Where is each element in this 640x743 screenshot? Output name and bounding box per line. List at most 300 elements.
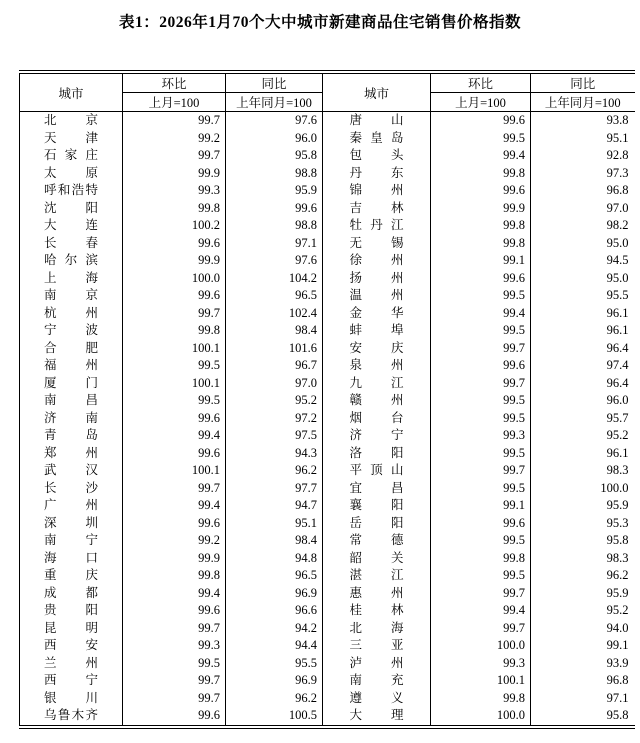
mom-cell-left: 99.4: [123, 497, 226, 515]
mom-cell-right: 99.5: [431, 322, 531, 340]
city-name: 成 都: [44, 585, 98, 600]
city-name: 贵 阳: [44, 603, 98, 617]
city-name: 岳 阳: [349, 515, 404, 530]
city-cell-right: [323, 497, 431, 515]
mom-cell-left: 100.0: [123, 270, 226, 288]
yoy-cell-right: 93.9: [606, 655, 629, 670]
city-cell-left: [20, 112, 123, 130]
mom-cell-right: 99.4: [431, 602, 531, 620]
city-name: 金 华: [349, 305, 404, 320]
city-cell-left: [20, 637, 123, 655]
yoy-cell-right: 95.9: [606, 498, 629, 512]
mom-cell-right: 99.5: [431, 480, 531, 498]
city-cell-right: [323, 690, 431, 708]
table-row: [20, 585, 635, 603]
yoy-cell-left: 97.2: [226, 410, 323, 428]
city-cell-right: [323, 235, 431, 253]
yoy-cell-right: 96.1: [606, 323, 629, 337]
city-name: 兰 州: [44, 655, 98, 670]
yoy-cell-right: 97.1: [606, 690, 629, 705]
city-cell-left: [20, 182, 123, 200]
city-cell-left: [20, 147, 123, 165]
mom-cell-left: 99.7: [123, 672, 226, 690]
table-row: [20, 620, 635, 638]
mom-cell-left: 99.9: [123, 165, 226, 183]
city-cell-right: [323, 147, 431, 165]
city-cell-right: [323, 200, 431, 218]
city-name: 西 宁: [44, 673, 98, 687]
mom-cell-right: 100.0: [431, 707, 531, 727]
yoy-cell-left: 101.6: [226, 340, 323, 358]
city-cell-left: [20, 602, 123, 620]
yoy-cell-right: 98.3: [606, 550, 629, 565]
mom-cell-right: 99.1: [431, 497, 531, 515]
mom-cell-right: 100.0: [431, 637, 531, 655]
yoy-cell-right: 98.2: [606, 218, 629, 232]
yoy-cell-left: 104.2: [226, 270, 323, 288]
mom-cell-right: 99.4: [431, 305, 531, 323]
city-cell-right: [323, 427, 431, 445]
yoy-cell-left: 95.1: [226, 515, 323, 533]
yoy-cell-right: 95.7: [606, 410, 629, 425]
table-row: [20, 427, 635, 445]
mom-cell-right: 99.5: [431, 567, 531, 585]
yoy-cell-right: 98.3: [606, 463, 629, 477]
table-row: [20, 165, 635, 183]
header-mom-base-right: 上月=100: [431, 93, 531, 112]
city-cell-left: [20, 550, 123, 568]
city-name: 韶 关: [349, 550, 404, 565]
yoy-cell-left: 94.4: [226, 637, 323, 655]
yoy-cell-left: 96.2: [226, 462, 323, 480]
city-name: 南 京: [44, 288, 98, 302]
mom-cell-right: 99.6: [431, 270, 531, 288]
yoy-cell-left: 94.8: [226, 550, 323, 568]
yoy-cell-right: 99.1: [606, 638, 629, 652]
city-cell-right: [323, 217, 431, 235]
city-cell-left: [20, 707, 123, 727]
mom-cell-left: 100.1: [123, 340, 226, 358]
yoy-cell-right: 95.1: [606, 130, 629, 145]
table-row: [20, 567, 635, 585]
mom-cell-left: 99.4: [123, 427, 226, 445]
city-name: 武 汉: [44, 463, 98, 477]
yoy-cell-right: 95.0: [606, 270, 629, 285]
city-cell-right: [323, 672, 431, 690]
city-name: 济 宁: [349, 428, 404, 442]
city-name: 大 连: [44, 218, 98, 232]
yoy-cell-right: 97.0: [606, 200, 629, 215]
city-cell-right: [323, 620, 431, 638]
city-cell-left: [20, 620, 123, 638]
city-cell-left: [20, 497, 123, 515]
mom-cell-right: 99.6: [431, 357, 531, 375]
city-name: 银 川: [44, 690, 98, 705]
city-name: 宜 昌: [349, 480, 404, 495]
city-cell-right: [323, 270, 431, 288]
header-mom-base-left: 上月=100: [123, 93, 226, 112]
yoy-cell-right: 96.8: [606, 673, 629, 687]
table-row: [20, 252, 635, 270]
yoy-cell-left: 95.5: [226, 655, 323, 673]
mom-cell-right: 99.4: [431, 147, 531, 165]
yoy-cell-right: 94.0: [606, 620, 629, 635]
city-cell-left: [20, 585, 123, 603]
header-mom-left: 环比: [123, 72, 226, 93]
city-name: 无 锡: [349, 235, 404, 250]
city-name: 桂 林: [349, 603, 404, 617]
table-row: [20, 235, 635, 253]
mom-cell-left: 99.4: [123, 585, 226, 603]
city-name: 南 充: [349, 673, 404, 687]
city-cell-left: [20, 357, 123, 375]
mom-cell-right: 99.1: [431, 252, 531, 270]
city-name: 徐 州: [349, 253, 404, 267]
city-name: 厦 门: [44, 375, 98, 390]
city-cell-right: [323, 637, 431, 655]
yoy-cell-left: 98.8: [226, 165, 323, 183]
table-row: [20, 655, 635, 673]
mom-cell-left: 99.7: [123, 480, 226, 498]
city-cell-right: [323, 165, 431, 183]
city-cell-left: [20, 322, 123, 340]
mom-cell-left: 99.7: [123, 305, 226, 323]
city-cell-right: [323, 182, 431, 200]
city-name: 深 圳: [44, 515, 98, 530]
city-cell-right: [323, 602, 431, 620]
city-cell-left: [20, 252, 123, 270]
city-cell-right: [323, 462, 431, 480]
yoy-cell-left: 94.7: [226, 497, 323, 515]
city-name: 合 肥: [44, 340, 98, 355]
city-cell-left: [20, 655, 123, 673]
city-name: 泸 州: [349, 655, 404, 670]
header-yoy-base-left: 上年同月=100: [226, 93, 323, 112]
mom-cell-left: 99.8: [123, 200, 226, 218]
city-cell-left: [20, 270, 123, 288]
mom-cell-right: 99.6: [431, 112, 531, 130]
yoy-cell-left: 97.7: [226, 480, 323, 498]
city-cell-left: [20, 427, 123, 445]
city-name: 湛 江: [349, 568, 404, 582]
mom-cell-right: 99.8: [431, 165, 531, 183]
city-cell-right: [323, 340, 431, 358]
mom-cell-left: 99.5: [123, 357, 226, 375]
yoy-cell-right: 95.3: [606, 515, 629, 530]
city-cell-right: [323, 532, 431, 550]
city-cell-left: [20, 445, 123, 463]
yoy-cell-right: 96.0: [606, 393, 629, 407]
mom-cell-left: 99.6: [123, 235, 226, 253]
city-name: 吉 林: [349, 200, 404, 215]
mom-cell-right: 99.5: [431, 287, 531, 305]
city-cell-left: [20, 165, 123, 183]
city-name: 大 理: [349, 708, 404, 722]
yoy-cell-right: 95.2: [606, 603, 629, 617]
yoy-cell-right: 96.4: [606, 375, 629, 390]
table-body: [20, 112, 635, 727]
city-name: 惠 州: [349, 585, 404, 600]
header-yoy-left: 同比: [226, 72, 323, 93]
city-cell-right: [323, 445, 431, 463]
table-row: [20, 112, 635, 130]
mom-cell-left: 99.8: [123, 567, 226, 585]
table-row: [20, 637, 635, 655]
table-row: [20, 445, 635, 463]
city-cell-right: [323, 130, 431, 148]
city-name: 昆 明: [44, 620, 98, 635]
mom-cell-left: 99.8: [123, 322, 226, 340]
yoy-cell-left: 97.6: [226, 112, 323, 130]
mom-cell-left: 100.1: [123, 462, 226, 480]
city-name: 烟 台: [349, 410, 404, 425]
mom-cell-left: 99.6: [123, 602, 226, 620]
city-name: 襄 阳: [349, 498, 404, 512]
mom-cell-right: 99.7: [431, 375, 531, 393]
header-row-1: [20, 72, 635, 93]
table-row: [20, 322, 635, 340]
yoy-cell-right: 95.8: [606, 708, 629, 722]
header-yoy-base-right: 上年同月=100: [531, 93, 635, 112]
city-cell-right: [323, 252, 431, 270]
yoy-cell-left: 94.3: [226, 445, 323, 463]
yoy-cell-left: 96.7: [226, 357, 323, 375]
city-name: 太 原: [44, 165, 98, 180]
yoy-cell-right: 96.1: [606, 305, 629, 320]
city-name: 上 海: [44, 270, 98, 285]
city-name: 西 安: [44, 638, 98, 652]
yoy-cell-left: 100.5: [226, 707, 323, 727]
city-name: 长 沙: [44, 480, 98, 495]
mom-cell-right: 99.5: [431, 392, 531, 410]
mom-cell-left: 99.7: [123, 690, 226, 708]
city-cell-right: [323, 550, 431, 568]
city-name: 石 家 庄: [44, 148, 98, 162]
city-cell-right: [323, 567, 431, 585]
yoy-cell-right: 93.8: [606, 113, 629, 127]
mom-cell-left: 99.5: [123, 655, 226, 673]
city-cell-left: [20, 392, 123, 410]
yoy-cell-left: 95.2: [226, 392, 323, 410]
mom-cell-right: 99.5: [431, 410, 531, 428]
table-row: [20, 217, 635, 235]
city-name: 呼 和 浩 特: [44, 183, 98, 197]
table-row: [20, 287, 635, 305]
city-name: 海 口: [44, 550, 98, 565]
city-name: 洛 阳: [349, 445, 404, 460]
mom-cell-right: 99.8: [431, 217, 531, 235]
city-cell-left: [20, 305, 123, 323]
city-name: 宁 波: [44, 323, 98, 337]
mom-cell-left: 99.5: [123, 392, 226, 410]
yoy-cell-left: 97.6: [226, 252, 323, 270]
city-cell-right: [323, 375, 431, 393]
city-name: 九 江: [349, 375, 404, 390]
city-name: 赣 州: [349, 393, 404, 407]
table-header: [20, 72, 635, 112]
city-name: 蚌 埠: [349, 323, 404, 337]
mom-cell-right: 99.3: [431, 655, 531, 673]
table-row: [20, 532, 635, 550]
yoy-cell-right: 96.1: [606, 445, 629, 460]
city-name: 北 京: [44, 113, 98, 127]
city-cell-right: [323, 410, 431, 428]
city-cell-right: [323, 112, 431, 130]
city-name: 唐 山: [349, 113, 404, 127]
table-row: [20, 392, 635, 410]
mom-cell-right: 99.6: [431, 182, 531, 200]
city-name: 沈 阳: [44, 200, 98, 215]
table-row: [20, 270, 635, 288]
city-cell-right: [323, 322, 431, 340]
city-cell-left: [20, 340, 123, 358]
mom-cell-left: 100.1: [123, 375, 226, 393]
yoy-cell-right: 95.9: [606, 585, 629, 600]
city-name: 郑 州: [44, 445, 98, 460]
mom-cell-right: 99.5: [431, 532, 531, 550]
table-row: [20, 515, 635, 533]
table-row: [20, 707, 635, 727]
city-name: 包 头: [349, 148, 404, 162]
yoy-cell-left: 98.4: [226, 532, 323, 550]
yoy-cell-right: 92.8: [606, 148, 629, 162]
yoy-cell-right: 95.8: [606, 533, 629, 547]
table-row: [20, 480, 635, 498]
table-row: [20, 147, 635, 165]
mom-cell-left: 99.2: [123, 532, 226, 550]
header-city-left: 城市: [20, 72, 123, 112]
yoy-cell-left: 102.4: [226, 305, 323, 323]
table-row: [20, 182, 635, 200]
yoy-cell-left: 96.5: [226, 287, 323, 305]
city-cell-left: [20, 690, 123, 708]
mom-cell-right: 99.8: [431, 235, 531, 253]
yoy-cell-left: 98.8: [226, 217, 323, 235]
city-name: 安 庆: [349, 340, 404, 355]
table-row: [20, 410, 635, 428]
mom-cell-right: 99.3: [431, 427, 531, 445]
mom-cell-right: 99.7: [431, 585, 531, 603]
city-cell-right: [323, 287, 431, 305]
city-cell-right: [323, 392, 431, 410]
header-mom-right: 环比: [431, 72, 531, 93]
mom-cell-left: 99.3: [123, 637, 226, 655]
city-name: 三 亚: [349, 638, 404, 652]
yoy-cell-right: 97.4: [606, 358, 629, 372]
city-name: 南 宁: [44, 533, 98, 547]
city-name: 牡 丹 江: [349, 218, 404, 232]
table-title: 表1：2026年1月70个大中城市新建商品住宅销售价格指数: [118, 14, 521, 31]
city-cell-right: [323, 655, 431, 673]
mom-cell-left: 99.3: [123, 182, 226, 200]
city-cell-left: [20, 217, 123, 235]
mom-cell-left: 100.2: [123, 217, 226, 235]
table-row: [20, 375, 635, 393]
yoy-cell-left: 95.9: [226, 182, 323, 200]
city-name: 广 州: [44, 498, 98, 512]
city-name: 平 顶 山: [349, 463, 404, 477]
city-name: 南 昌: [44, 393, 98, 407]
city-name: 乌 鲁 木 齐: [44, 708, 98, 722]
yoy-cell-right: 97.3: [606, 165, 629, 180]
header-yoy-right: 同比: [531, 72, 635, 93]
mom-cell-left: 99.9: [123, 252, 226, 270]
city-cell-right: [323, 480, 431, 498]
city-name: 长 春: [44, 235, 98, 250]
city-name: 青 岛: [44, 428, 98, 442]
mom-cell-right: 99.7: [431, 340, 531, 358]
yoy-cell-right: 100.0: [600, 480, 629, 495]
city-cell-right: [323, 707, 431, 727]
table-row: [20, 130, 635, 148]
yoy-cell-left: 96.6: [226, 602, 323, 620]
mom-cell-left: 99.7: [123, 112, 226, 130]
city-name: 秦 皇 岛: [349, 130, 404, 145]
mom-cell-left: 99.7: [123, 147, 226, 165]
mom-cell-right: 99.7: [431, 462, 531, 480]
mom-cell-right: 99.9: [431, 200, 531, 218]
yoy-cell-left: 97.0: [226, 375, 323, 393]
table-row: [20, 497, 635, 515]
mom-cell-left: 99.7: [123, 620, 226, 638]
yoy-cell-left: 97.1: [226, 235, 323, 253]
header-city-right: 城市: [323, 72, 431, 112]
mom-cell-left: 99.6: [123, 287, 226, 305]
mom-cell-right: 99.8: [431, 550, 531, 568]
table-row: [20, 340, 635, 358]
yoy-cell-left: 96.0: [226, 130, 323, 148]
city-cell-right: [323, 357, 431, 375]
yoy-cell-left: 95.8: [226, 147, 323, 165]
city-cell-left: [20, 567, 123, 585]
city-cell-left: [20, 287, 123, 305]
yoy-cell-left: 97.5: [226, 427, 323, 445]
city-cell-left: [20, 235, 123, 253]
city-cell-left: [20, 375, 123, 393]
city-cell-right: [323, 515, 431, 533]
table-row: [20, 672, 635, 690]
mom-cell-left: 99.2: [123, 130, 226, 148]
yoy-cell-left: 96.9: [226, 672, 323, 690]
yoy-cell-right: 95.5: [606, 288, 629, 302]
price-index-table: [19, 70, 635, 729]
city-name: 锦 州: [349, 183, 404, 197]
city-name: 天 津: [44, 130, 98, 145]
yoy-cell-right: 94.5: [606, 253, 629, 267]
mom-cell-right: 99.5: [431, 130, 531, 148]
city-name: 哈 尔 滨: [44, 253, 98, 267]
city-cell-left: [20, 200, 123, 218]
mom-cell-left: 99.6: [123, 410, 226, 428]
table-row: [20, 357, 635, 375]
city-cell-right: [323, 305, 431, 323]
yoy-cell-left: 94.2: [226, 620, 323, 638]
mom-cell-right: 99.8: [431, 690, 531, 708]
yoy-cell-left: 96.9: [226, 585, 323, 603]
mom-cell-right: 99.5: [431, 445, 531, 463]
yoy-cell-left: 99.6: [226, 200, 323, 218]
city-cell-left: [20, 410, 123, 428]
yoy-cell-right: 95.2: [606, 428, 629, 442]
city-cell-left: [20, 672, 123, 690]
mom-cell-right: 99.7: [431, 620, 531, 638]
yoy-cell-right: 96.4: [606, 340, 629, 355]
mom-cell-left: 99.6: [123, 707, 226, 727]
city-name: 杭 州: [44, 305, 98, 320]
table-row: [20, 690, 635, 708]
city-name: 遵 义: [349, 690, 404, 705]
city-cell-left: [20, 462, 123, 480]
